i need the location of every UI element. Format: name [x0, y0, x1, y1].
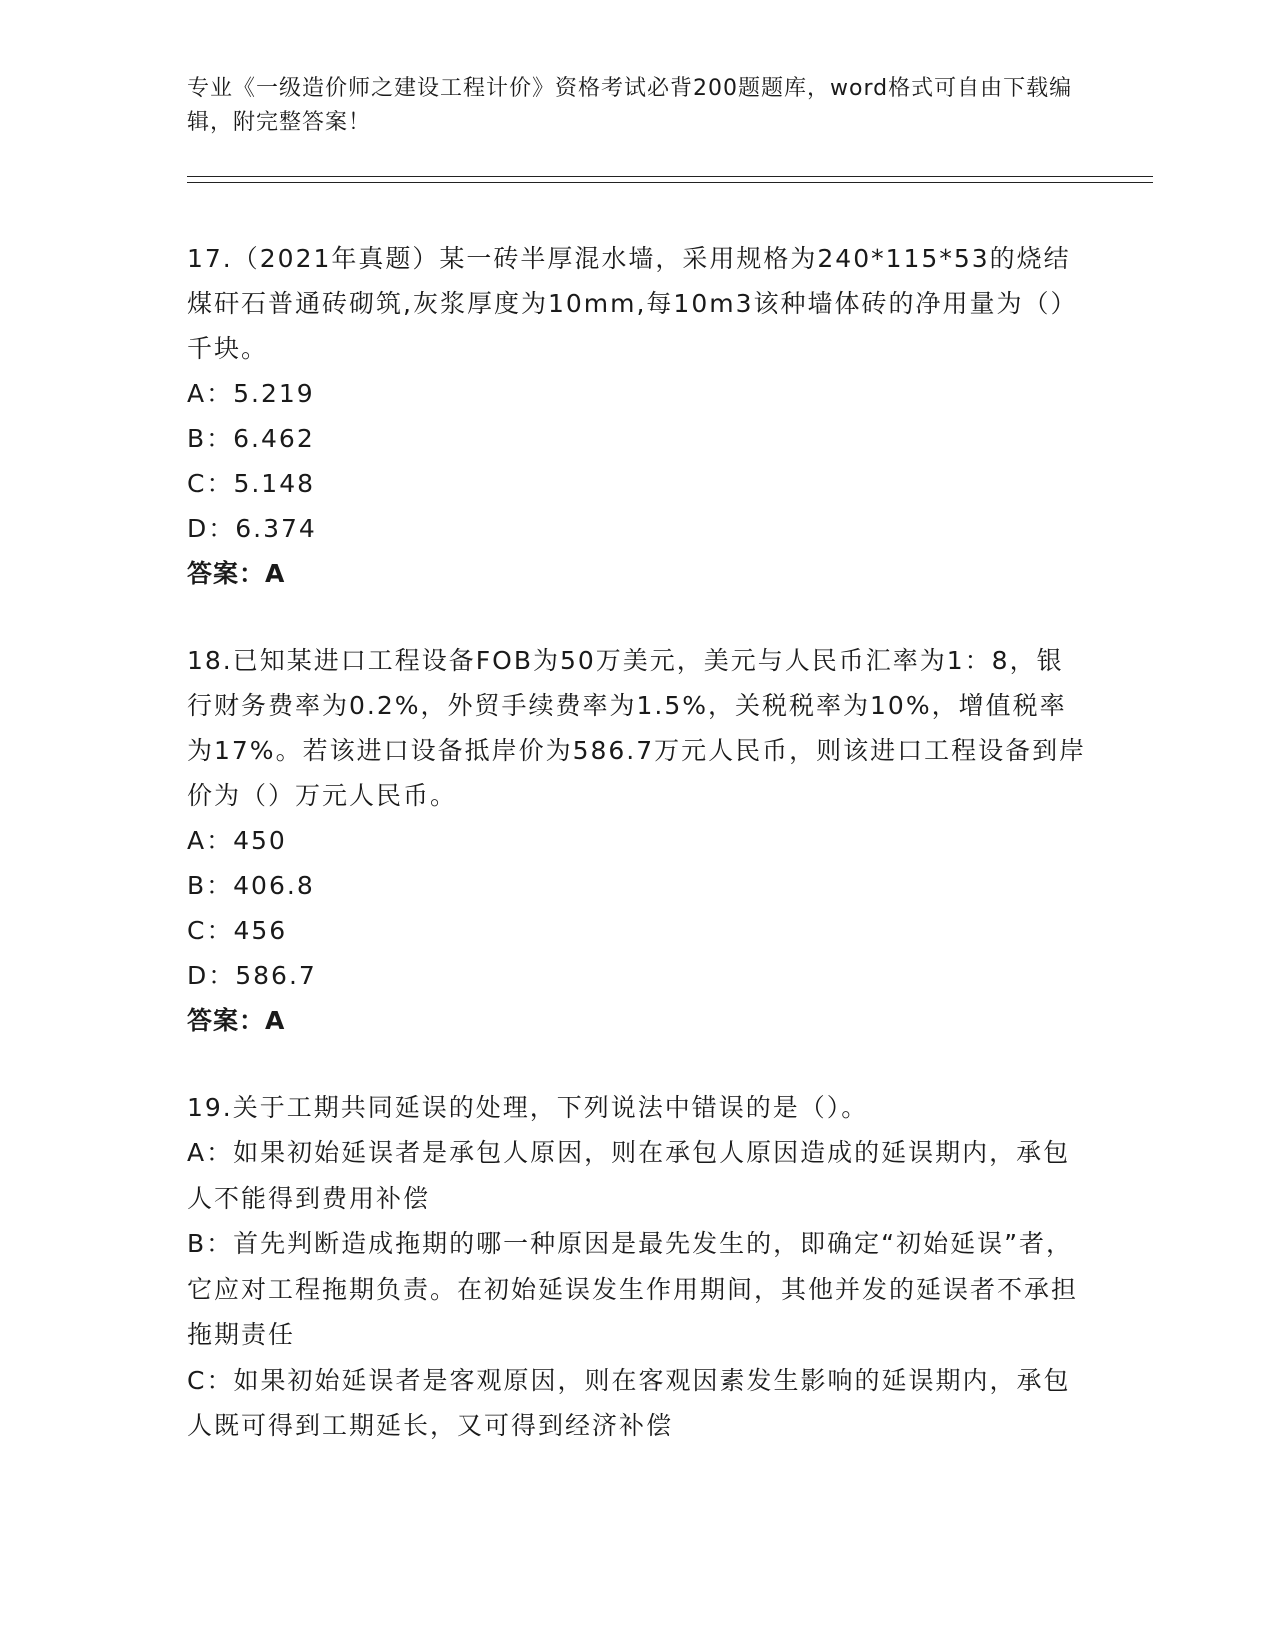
option-b: B：6.462: [187, 424, 315, 453]
question-text: 18.已知某进口工程设备FOB为50万美元，美元与人民币汇率为1：8，银行财务费率为0.2%，外贸手续费率为1.5%，关税税率为10%，增值税率为17%。若该进口设备抵岸价为586.7万元人民币，则该进口工程设备到岸价为（）万元人民币。: [187, 646, 1087, 810]
option-c: C：5.148: [187, 469, 316, 498]
answer: 答案：A: [187, 559, 286, 588]
question-list: [187, 236, 1087, 1491]
question-18: [187, 638, 1087, 1043]
option-a: A：5.219: [187, 379, 315, 408]
option-c: C：456: [187, 916, 288, 945]
option-a: A：如果初始延误者是承包人原因，则在承包人原因造成的延误期内，承包人不能得到费用补偿: [187, 1138, 1071, 1213]
answer: 答案：A: [187, 1006, 286, 1035]
option-b: B：406.8: [187, 871, 315, 900]
question-text: 17.（2021年真题）某一砖半厚混水墙，采用规格为240*115*53的烧结煤矸石普通砖砌筑,灰浆厚度为10mm,每10m3该种墙体砖的净用量为（）千块。: [187, 244, 1078, 363]
question-text: 19.关于工期共同延误的处理，下列说法中错误的是（）。: [187, 1093, 869, 1122]
question-17: [187, 236, 1087, 596]
option-b: B：首先判断造成拖期的哪一种原因是最先发生的，即确定“初始延误”者，它应对工程拖期负责。在初始延误发生作用期间，其他并发的延误者不承担拖期责任: [187, 1229, 1079, 1349]
question-19: [187, 1085, 1087, 1449]
option-d: D：586.7: [187, 961, 317, 990]
header-rule-bottom: [187, 182, 1153, 183]
header-rule-top: [187, 176, 1153, 177]
option-a: A：450: [187, 826, 287, 855]
document-header: 专业《一级造价师之建设工程计价》资格考试必背200题题库，word格式可自由下载编辑，附完整答案！: [187, 76, 1073, 135]
option-c: C：如果初始延误者是客观原因，则在客观因素发生影响的延误期内，承包人既可得到工期延长，又可得到经济补偿: [187, 1365, 1071, 1440]
option-d: D：6.374: [187, 514, 317, 543]
